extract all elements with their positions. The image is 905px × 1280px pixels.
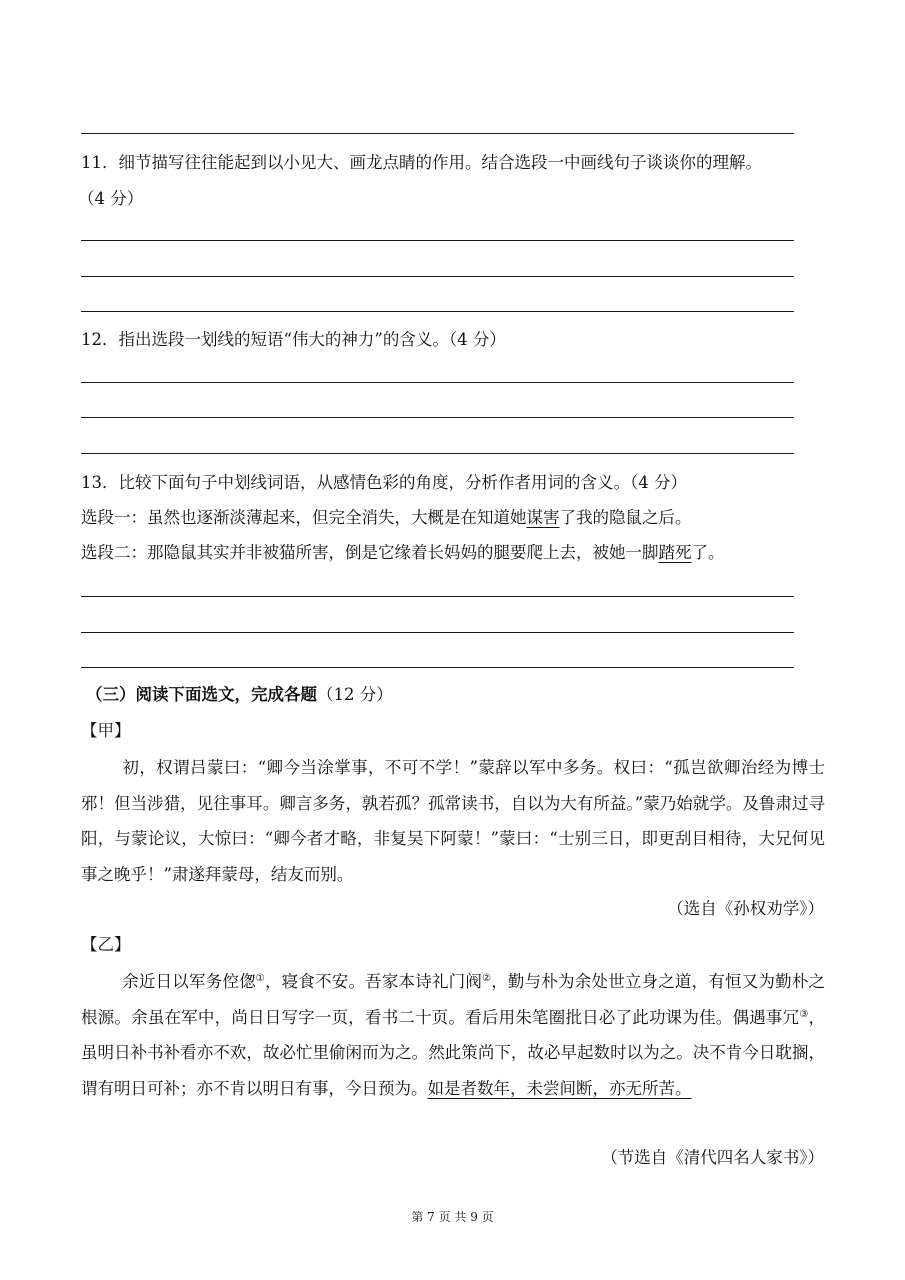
underlined-sentence: 如是者数年，未尝间断，亦无所苦。 xyxy=(427,1078,692,1098)
answer-line[interactable] xyxy=(81,596,794,597)
underlined-word: 谋害 xyxy=(526,508,560,527)
answer-line[interactable] xyxy=(81,133,794,134)
section-3-title: （三）阅读下面选文，完成各题（12 分） xyxy=(86,685,393,704)
answer-line[interactable] xyxy=(81,667,794,668)
page-number: 第 7 页 共 9 页 xyxy=(411,1210,494,1224)
passage-jia-source: （选自《孙权劝学》） xyxy=(667,899,824,918)
answer-line[interactable] xyxy=(81,632,794,633)
question-11-score: （4 分） xyxy=(78,189,144,208)
question-12: 12．指出选段一划线的短语“伟大的神力”的含义。（4 分） xyxy=(81,330,506,349)
passage-yi-label: 【乙】 xyxy=(81,935,131,954)
question-11: 11．细节描写往往能起到以小见大、画龙点睛的作用。结合选段一中画线句子谈谈你的理解。 xyxy=(81,153,762,172)
question-13: 13．比较下面句子中划线词语，从感情色彩的角度，分析作者用词的含义。（4 分） xyxy=(81,473,687,492)
answer-line[interactable] xyxy=(81,382,794,383)
passage-yi-source: （节选自《清代四名人家书》） xyxy=(601,1148,824,1167)
passage-yi-body: 余近日以军务倥偬①，寝食不安。吾家本诗礼门阀②，勤与朴为余处世立身之道，有恒又为勤朴之根源。余虽在军中，尚日日写字一页，看书二十页。看后用朱笔圈批日必了此功课为佳。偶遇事冗③，虽明日补书补看亦不欢，故必忙里偷闲而为之。然此策尚下，故必早起数时以为之。决不肯今日耽搁，谓有明日可补；亦不肯以明日有事，今日预为。如是者数年，未尝间断，亦无所苦。 xyxy=(81,972,826,1098)
answer-line[interactable] xyxy=(81,276,794,277)
answer-line[interactable] xyxy=(81,311,794,312)
footnote-marker: ② xyxy=(482,973,492,984)
underlined-word: 踏死 xyxy=(658,543,692,562)
question-13-sentence-2: 选段二：那隐鼠其实并非被猫所害，倒是它缘着长妈妈的腿要爬上去，被她一脚踏死了。 xyxy=(81,543,725,562)
answer-line[interactable] xyxy=(81,453,794,454)
answer-line[interactable] xyxy=(81,417,794,418)
footnote-marker: ③ xyxy=(799,1008,809,1020)
passage-jia-body: 初，权谓吕蒙曰：“卿今当涂掌事，不可不学！”蒙辞以军中多务。权曰：“孤岂欲卿治经为博士邪！但当涉猎，见往事耳。卿言多务，孰若孤？孤常读书，自以为大有所益。”蒙乃始就学。及鲁肃过寻阳，与蒙论议，大惊曰：“卿今者才略，非复吴下阿蒙！”蒙曰：“士别三日，即更刮目相待，大兄何见事之晚乎！”肃遂拜蒙母，结友而别。 xyxy=(81,758,825,884)
passage-jia-label: 【甲】 xyxy=(81,721,131,740)
answer-line[interactable] xyxy=(81,240,794,241)
footnote-marker: ① xyxy=(255,973,265,984)
question-13-sentence-1: 选段一：虽然也逐渐淡薄起来，但完全消失，大概是在知道她谋害了我的隐鼠之后。 xyxy=(81,508,692,527)
